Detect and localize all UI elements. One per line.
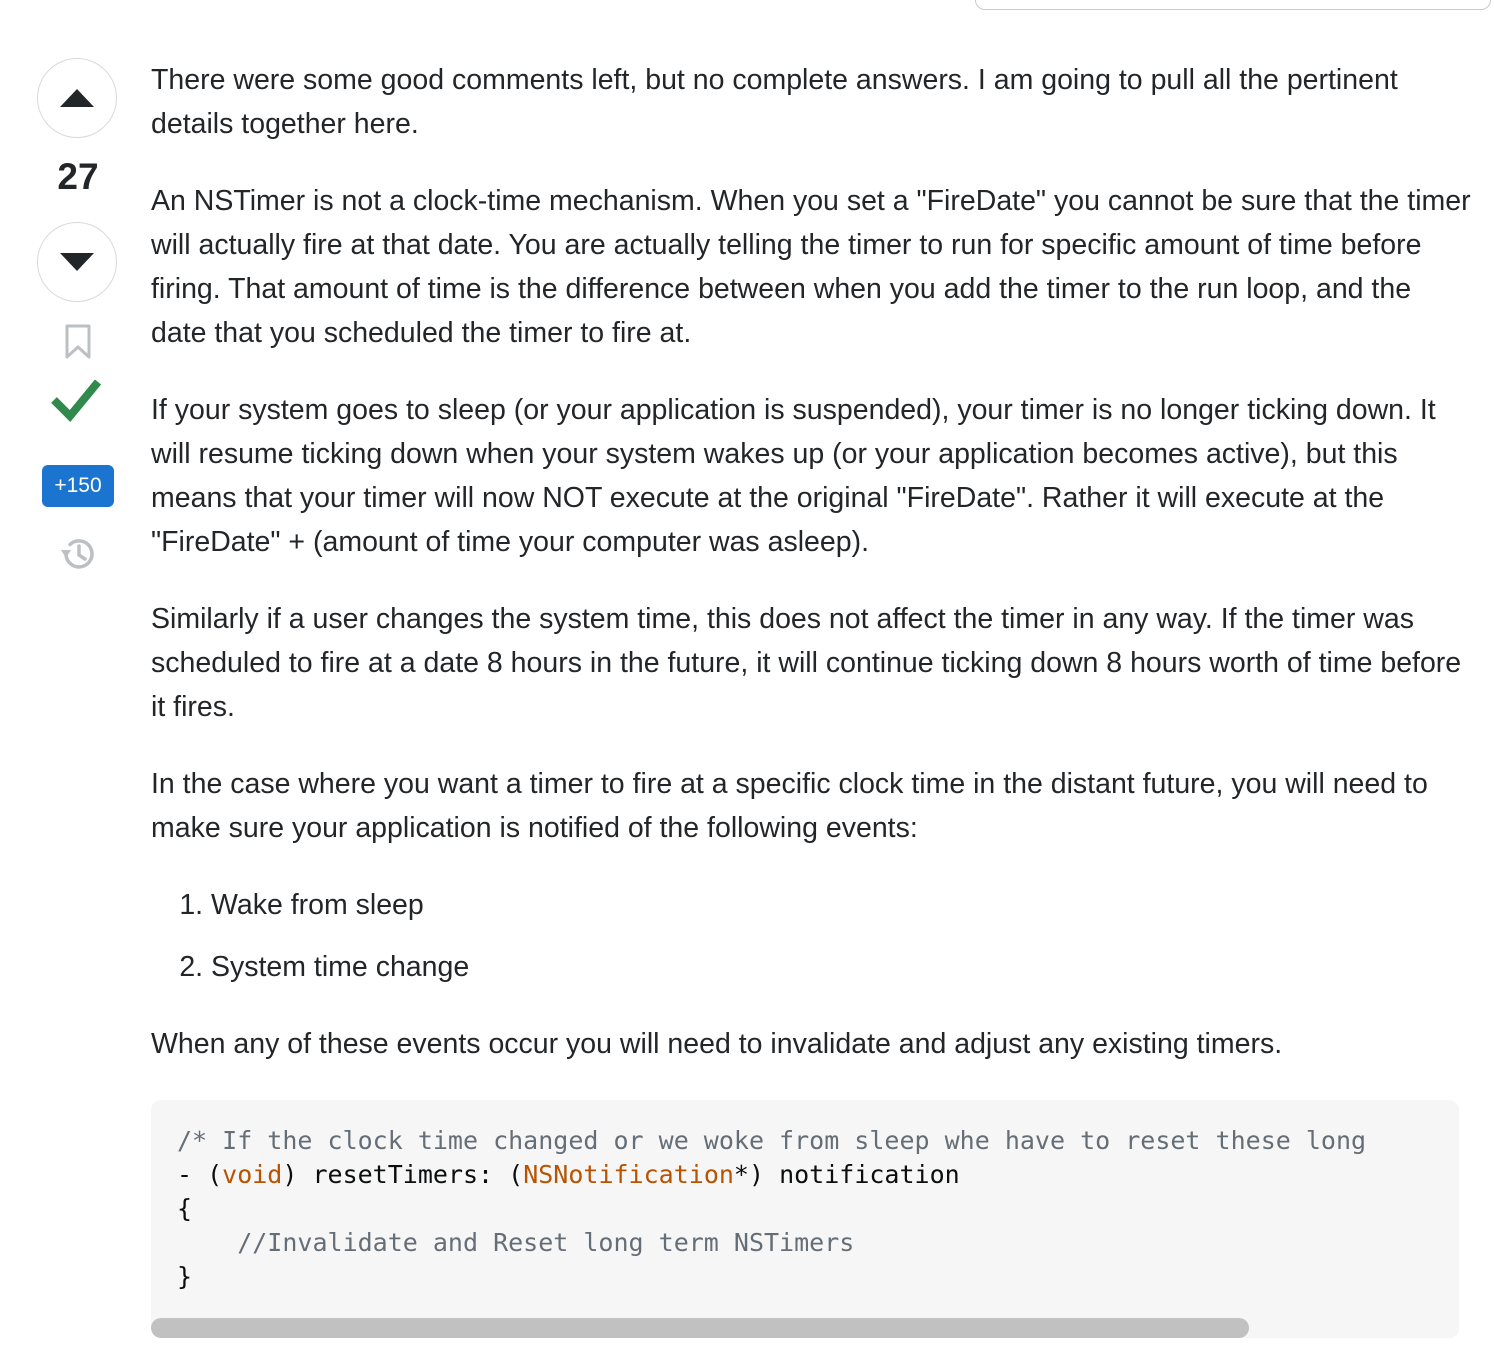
- history-icon: [58, 534, 98, 574]
- accepted-answer-indicator: [50, 376, 102, 431]
- code-token: {: [177, 1194, 193, 1223]
- code-keyword: void: [222, 1160, 283, 1189]
- answer-paragraph: An NSTimer is not a clock-time mechanism. When you set a "FireDate" you cannot be sure that the timer will actually fire at that date. You are actually telling the timer to run for specific amount of time before firing. That amount of time is the difference between when you add the timer to the run loop, and the date that you scheduled the timer to fire at.: [151, 185, 1471, 349]
- code-comment: //Invalidate and Reset long term NSTimers: [177, 1228, 855, 1257]
- code-token: - (: [177, 1160, 223, 1189]
- answer-paragraph: Similarly if a user changes the system time, this does not affect the timer in any way. If the timer was scheduled to fire at a date 8 hours in the future, it will continue ticking down 8 hours worth of time before it fires.: [151, 603, 1462, 723]
- events-list: [151, 883, 1471, 989]
- code-content: [151, 1100, 1459, 1294]
- answer-paragraph: When any of these events occur you will need to invalidate and adjust any existing timers.: [151, 1028, 1283, 1060]
- bookmark-icon: [64, 324, 92, 360]
- upvote-button[interactable]: [37, 58, 117, 138]
- answer-body: [151, 58, 1471, 1099]
- code-comment: /* If the clock time changed or we woke from sleep whe have to reset these long: [177, 1126, 1367, 1155]
- checkmark-icon: [50, 376, 102, 426]
- caret-down-icon: [60, 253, 94, 271]
- answer-paragraph: There were some good comments left, but no complete answers. I am going to pull all the pertinent details together here.: [151, 64, 1398, 140]
- timeline-button[interactable]: [58, 534, 98, 579]
- bookmark-button[interactable]: [64, 324, 92, 365]
- code-block: [151, 1100, 1459, 1338]
- code-type: NSNotification: [523, 1160, 734, 1189]
- vote-count: 27: [57, 156, 99, 197]
- answer-paragraph: In the case where you want a timer to fire at a specific clock time in the distant future, you will need to make sure your application is notified of the following events:: [151, 768, 1428, 844]
- downvote-button[interactable]: [37, 222, 117, 302]
- bounty-badge[interactable]: +150: [42, 465, 114, 507]
- code-token: }: [177, 1262, 193, 1291]
- top-input-box[interactable]: [975, 0, 1491, 10]
- list-item: 1. Wake from sleep: [211, 883, 1471, 927]
- code-token: *) notification: [733, 1160, 960, 1189]
- answer-paragraph: If your system goes to sleep (or your application is suspended), your timer is no longer ticking down. It will resume ticking down when your system wakes up (or your application becomes active), but this means that your timer will now NOT execute at the original "FireDate". Rather it will execute at the "FireDate" + (amount of time your computer was asleep).: [151, 394, 1436, 558]
- code-token: ) resetTimers: (: [282, 1160, 524, 1189]
- horizontal-scrollbar[interactable]: [151, 1318, 1459, 1338]
- caret-up-icon: [60, 89, 94, 107]
- list-item: 2. System time change: [211, 945, 1471, 989]
- scrollbar-thumb[interactable]: [151, 1318, 1249, 1338]
